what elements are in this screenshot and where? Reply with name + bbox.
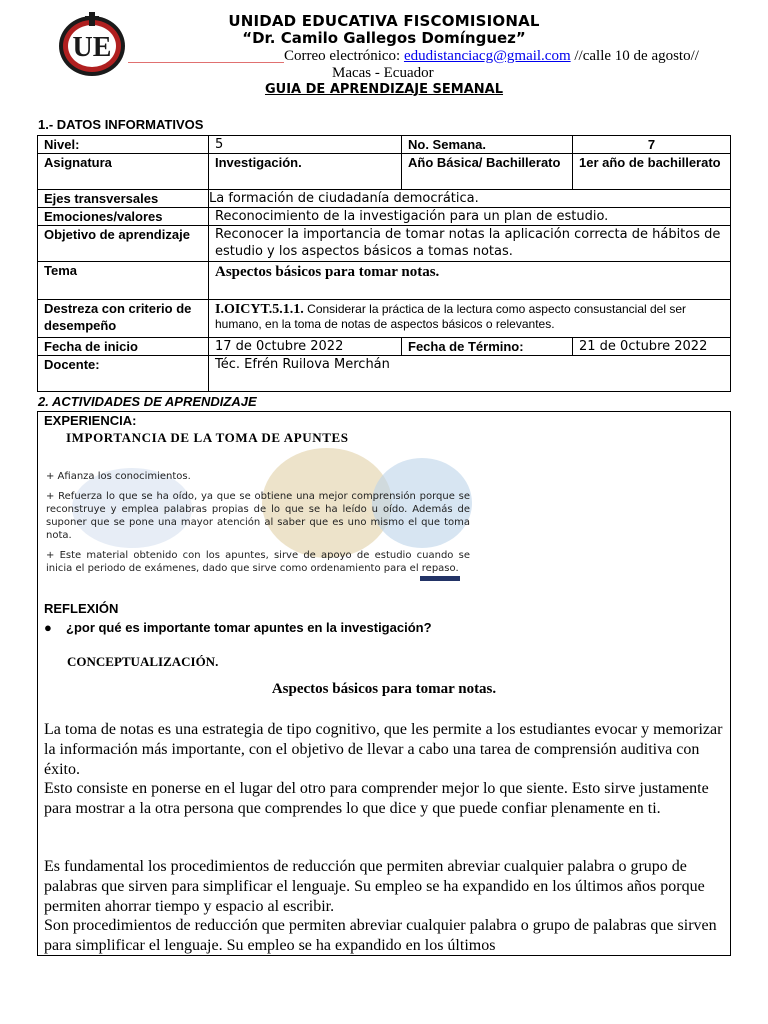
email-link[interactable]: edudistanciacg@gmail.com <box>403 48 571 64</box>
paragraph-4: Son procedimientos de reducción que permiten abreviar cualquier palabra o grupo de palabras que sirven para simplificar el lenguaje. Su empleo se ha expandido en los últimos <box>44 917 717 954</box>
semana-value: 7 <box>573 136 731 154</box>
address: //calle 10 de agosto// <box>574 48 699 64</box>
school-name: UNIDAD EDUCATIVA FISCOMISIONAL <box>228 12 540 30</box>
termino-value: 21 de 0ctubre 2022 <box>573 338 731 356</box>
question-text: ¿por qué es importante tomar apuntes en la investigación? <box>66 620 432 635</box>
bullet-icon: ● <box>44 620 52 635</box>
figure-title: IMPORTANCIA DE LA TOMA DE APUNTES <box>66 430 349 445</box>
tema-label: Tema <box>38 262 209 300</box>
info-table <box>37 135 731 392</box>
asignatura-label: Asignatura <box>38 154 209 190</box>
asignatura-value: Investigación. <box>209 154 402 190</box>
paragraph-1: La toma de notas es una estrategia de tipo cognitivo, que les permite a los estudiantes evocar y memorizar la información más importante, con el objetivo de llevar a cabo una tarea de comprensión auditiva con éxito. <box>44 721 723 778</box>
emociones-label: Emociones/valores <box>38 208 209 226</box>
email-label: Correo electrónico: <box>284 48 401 64</box>
docente-label: Docente: <box>38 356 209 392</box>
figure-line-1: + Afianza los conocimientos. <box>46 471 191 482</box>
anio-value: 1er año de bachillerato <box>573 154 731 190</box>
ejes-value: La formación de ciudadanía democrática. <box>209 190 731 208</box>
section-1-title: 1.- DATOS INFORMATIVOS <box>38 117 204 132</box>
paragraph-3: Es fundamental los procedimientos de reducción que permiten abreviar cualquier palabra o grupo de palabras que sirven para simplificar el lenguaje. Su empleo se ha expandido en los últimos años porque permiten ahorrar tiempo y espacio al escribir. <box>44 858 705 915</box>
guide-title: GUIA DE APRENDIZAJE SEMANAL <box>264 82 504 97</box>
inicio-value: 17 de 0ctubre 2022 <box>209 338 402 356</box>
objetivo-label: Objetivo de aprendizaje <box>38 226 209 262</box>
apuntes-figure <box>42 428 472 584</box>
semana-label: No. Semana. <box>402 136 573 154</box>
nivel-label: Nivel: <box>38 136 209 154</box>
book-icon <box>420 576 460 581</box>
nivel-value: 5 <box>209 136 402 154</box>
city: Macas - Ecuador <box>332 65 434 81</box>
inicio-label: Fecha de inicio <box>38 338 209 356</box>
section-2-title: 2. ACTIVIDADES DE APRENDIZAJE <box>38 394 257 409</box>
conceptualizacion-label: CONCEPTUALIZACIÓN. <box>67 654 219 669</box>
emociones-value: Reconocimiento de la investigación para un plan de estudio. <box>209 208 731 226</box>
paragraph-2: Esto consiste en ponerse en el lugar del otro para comprender mejor lo que siente. Esto sirve justamente para mostrar a la otra persona que comprendes lo que dice y que puede confiar plenamente en ti. <box>44 780 709 817</box>
destreza-code: I.OICYT.5.1.1. <box>215 302 304 317</box>
ejes-label: Ejes transversales <box>38 190 209 208</box>
objetivo-value: Reconocer la importancia de tomar notas la aplicación correcta de hábitos de estudio y los aspectos básicos a tomas notas. <box>209 226 731 262</box>
figure-line-3: + Este material obtenido con los apuntes, sirve de apoyo de estudio cuando se inicia el periodo de exámenes, dado que sirve como ordenamiento para el repaso. <box>46 550 470 574</box>
contact-line <box>284 48 699 65</box>
school-patron: “Dr. Camilo Gallegos Domínguez” <box>242 29 526 47</box>
reflexion-question <box>44 620 432 635</box>
figure-line-2: + Refuerza lo que se ha oído, ya que se obtiene una mejor comprensión porque se reconstruye y emplea palabras propias de lo que se ha leído u oído. Además de suponer que se pone una mayor atención al saber que es uno mismo el que toma nota. <box>46 491 470 541</box>
destreza-value: Considerar la práctica de la lectura como aspecto consustancial del ser humano, en la toma de notas de aspectos básicos o relevantes. <box>215 302 687 331</box>
termino-label: Fecha de Término: <box>402 338 573 356</box>
reflexion-label: REFLEXIÓN <box>44 601 119 616</box>
concept-subtitle: Aspectos básicos para tomar notas. <box>271 681 497 697</box>
experiencia-label: EXPERIENCIA: <box>44 413 137 428</box>
tema-value: Aspectos básicos para tomar notas. <box>209 262 731 300</box>
destreza-cell <box>209 300 731 338</box>
logo-text: UE <box>72 32 112 63</box>
header-divider <box>128 62 284 63</box>
destreza-label: Destreza con criterio de desempeño <box>38 300 209 338</box>
anio-label: Año Básica/ Bachillerato <box>402 154 573 190</box>
docente-value: Téc. Efrén Ruilova Merchán <box>209 356 731 392</box>
